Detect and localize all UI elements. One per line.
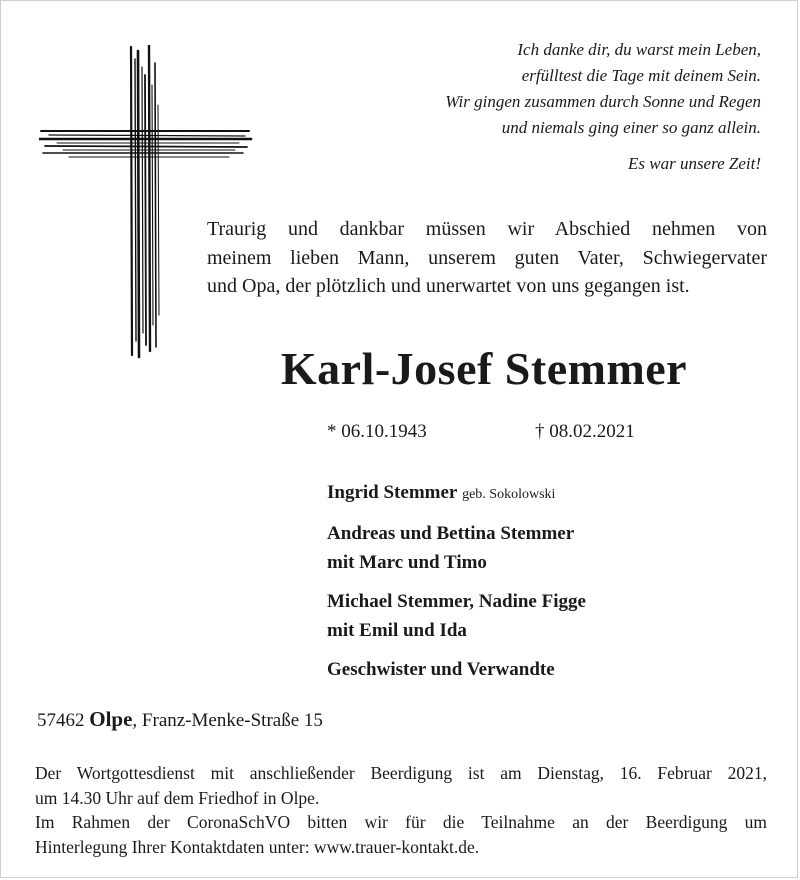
intro-line: und Opa, der plötzlich und unerwartet von uns gegangen ist. — [207, 275, 690, 297]
address — [37, 707, 323, 732]
poem-closing: Es war unsere Zeit! — [627, 154, 761, 173]
intro-line: Traurig und dankbar müssen wir Abschied nehmen von — [207, 218, 767, 240]
service-line: um 14.30 Uhr auf dem Friedhof in Olpe. — [35, 787, 320, 808]
mourner-line: mit Marc und Timo — [327, 552, 487, 573]
birth-date: * 06.10.1943 — [327, 421, 427, 442]
poem — [341, 37, 761, 177]
service-line: Der Wortgottesdienst mit anschließender Beerdigung ist am Dienstag, 16. Februar 2021, — [35, 763, 767, 783]
deceased-name: Karl-Josef Stemmer — [280, 343, 688, 394]
service-line: Im Rahmen der CoronaSchVO bitten wir für die Teilnahme an der Beerdigung um — [35, 812, 767, 832]
poem-line: erfülltest die Tage mit deinem Sein. — [521, 66, 761, 85]
mourner-line: mit Emil und Ida — [327, 620, 467, 641]
cross-icon — [39, 45, 253, 361]
poem-line: und niemals ging einer so ganz allein. — [501, 118, 761, 137]
poem-line: Wir gingen zusammen durch Sonne und Regen — [445, 92, 761, 111]
intro-line: meinem lieben Mann, unserem guten Vater, Schwiegervater — [207, 246, 767, 269]
mourner-line: Michael Stemmer, Nadine Figge — [327, 591, 586, 612]
service-info — [35, 761, 767, 859]
address-zip: 57462 — [37, 710, 85, 731]
poem-line: Ich danke dir, du warst mein Leben, — [517, 40, 761, 59]
mourner-line: Geschwister und Verwandte — [327, 659, 555, 680]
service-line: Hinterlegung Ihrer Kontaktdaten unter: www.trauer-kontakt.de. — [35, 836, 480, 857]
spouse-maiden-name: geb. Sokolowski — [462, 487, 556, 502]
address-city: Olpe — [89, 707, 133, 731]
mourner-line: Andreas und Bettina Stemmer — [327, 523, 575, 544]
intro-text — [207, 215, 767, 301]
address-street: , Franz-Menke-Straße 15 — [132, 710, 323, 731]
death-date: † 08.02.2021 — [535, 421, 635, 442]
mourners-list — [327, 478, 586, 694]
spouse-name: Ingrid Stemmer — [327, 482, 458, 503]
